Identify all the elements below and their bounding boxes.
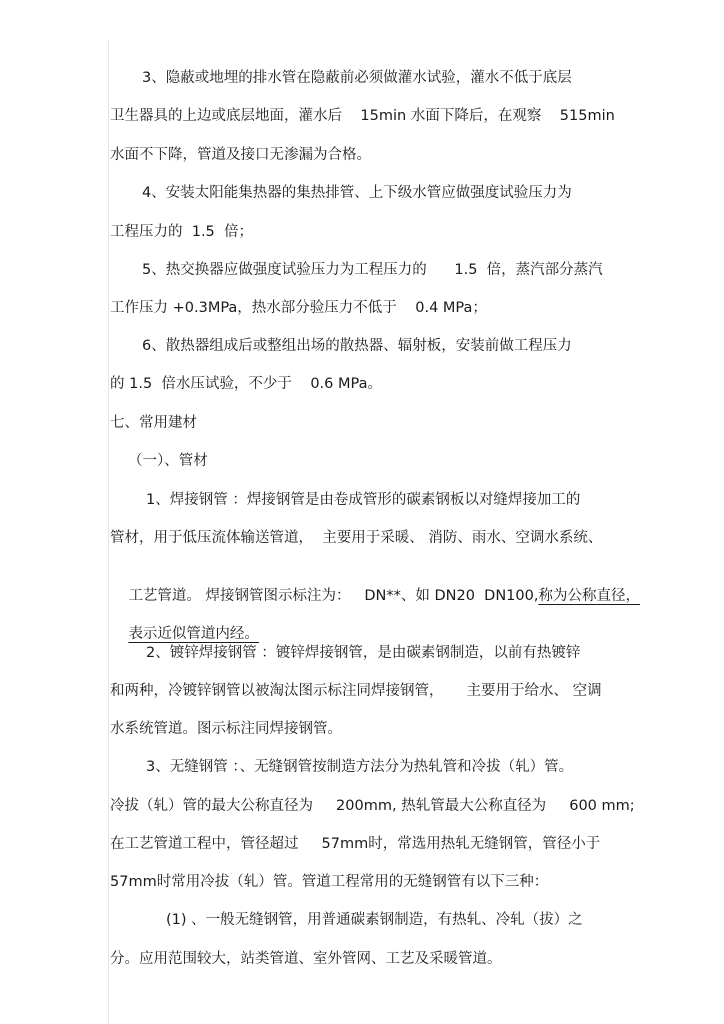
paragraph-line: 冷拔（轧）管的最大公称直径为 200mm, 热轧管最大公称直径为 600 mm; bbox=[110, 798, 635, 814]
paragraph-line: 5、热交换器应做强度试验压力为工程压力的 1.5 倍，蒸汽部分蒸汽 bbox=[142, 262, 603, 278]
paragraph-line: 工程压力的 1.5 倍； bbox=[110, 224, 253, 240]
subsection-heading: （一）、管材 bbox=[128, 453, 208, 469]
paragraph-line: 1、焊接钢管 ：焊接钢管是由卷成管形的碳素钢板以对缝焊接加工的 bbox=[146, 492, 581, 508]
paragraph-line: 水面不下降，管道及接口无渗漏为合格。 bbox=[110, 147, 371, 163]
underlined-text: 称为公称直径， bbox=[538, 588, 640, 604]
paragraph-text: 工艺管道。 焊接钢管图示标注为： DN**、如 DN20 DN100, bbox=[128, 588, 539, 604]
paragraph-line: 6、散热器组成后或整组出场的散热器、辐射板，安装前做工程压力 bbox=[142, 338, 572, 354]
paragraph-line: (1) 、一般无缝钢管，用普通碳素钢制造，有热轧、冷轧（拔）之 bbox=[166, 912, 583, 928]
paragraph-line: 水系统管道。图示标注同焊接钢管。 bbox=[110, 721, 342, 737]
paragraph-line: 4、安装太阳能集热器的集热排管、上下级水管应做强度试验压力为 bbox=[142, 185, 572, 201]
paragraph-line: 分。应用范围较大，站类管道、室外管网、工艺及采暖管道。 bbox=[110, 951, 502, 967]
section-heading: 七、常用建材 bbox=[110, 415, 197, 431]
paragraph-line: 工作压力 +0.3MPa，热水部分验压力不低于 0.4 MPa； bbox=[110, 300, 487, 316]
paragraph-line: 2、镀锌焊接钢管 ：镀锌焊接钢管，是由碳素钢制造，以前有热镀锌 bbox=[146, 645, 581, 661]
paragraph-line: 卫生器具的上边或底层地面，灌水后 15min 水面下降后，在观察 515min bbox=[110, 108, 615, 124]
paragraph-line: 57mm时常用冷拔（轧）管。管道工程常用的无缝钢管有以下三种： bbox=[110, 874, 549, 890]
paragraph-line: 3、隐蔽或地埋的排水管在隐蔽前必须做灌水试验，灌水不低于底层 bbox=[142, 70, 572, 86]
paragraph-line: 在工艺管道工程中，管径超过 57mm时，常选用热轧无缝钢管，管径小于 bbox=[110, 836, 601, 852]
paragraph-line: 3、无缝钢管 ：、无缝钢管按制造方法分为热轧管和冷拔（轧）管。 bbox=[146, 759, 574, 775]
margin-guide-line bbox=[108, 40, 109, 1024]
paragraph-line: 管材，用于低压流体输送管道， 主要用于采暖、 消防、雨水、空调水系统、 bbox=[110, 530, 603, 546]
paragraph-line: 的 1.5 倍水压试验，不少于 0.6 MPa。 bbox=[110, 376, 382, 392]
underlined-text: 表示近似管道内经。 bbox=[128, 626, 259, 642]
paragraph-line: 和两种，冷镀锌钢管以被淘汰图示标注同焊接钢管， 主要用于给水、 空调 bbox=[110, 683, 602, 699]
